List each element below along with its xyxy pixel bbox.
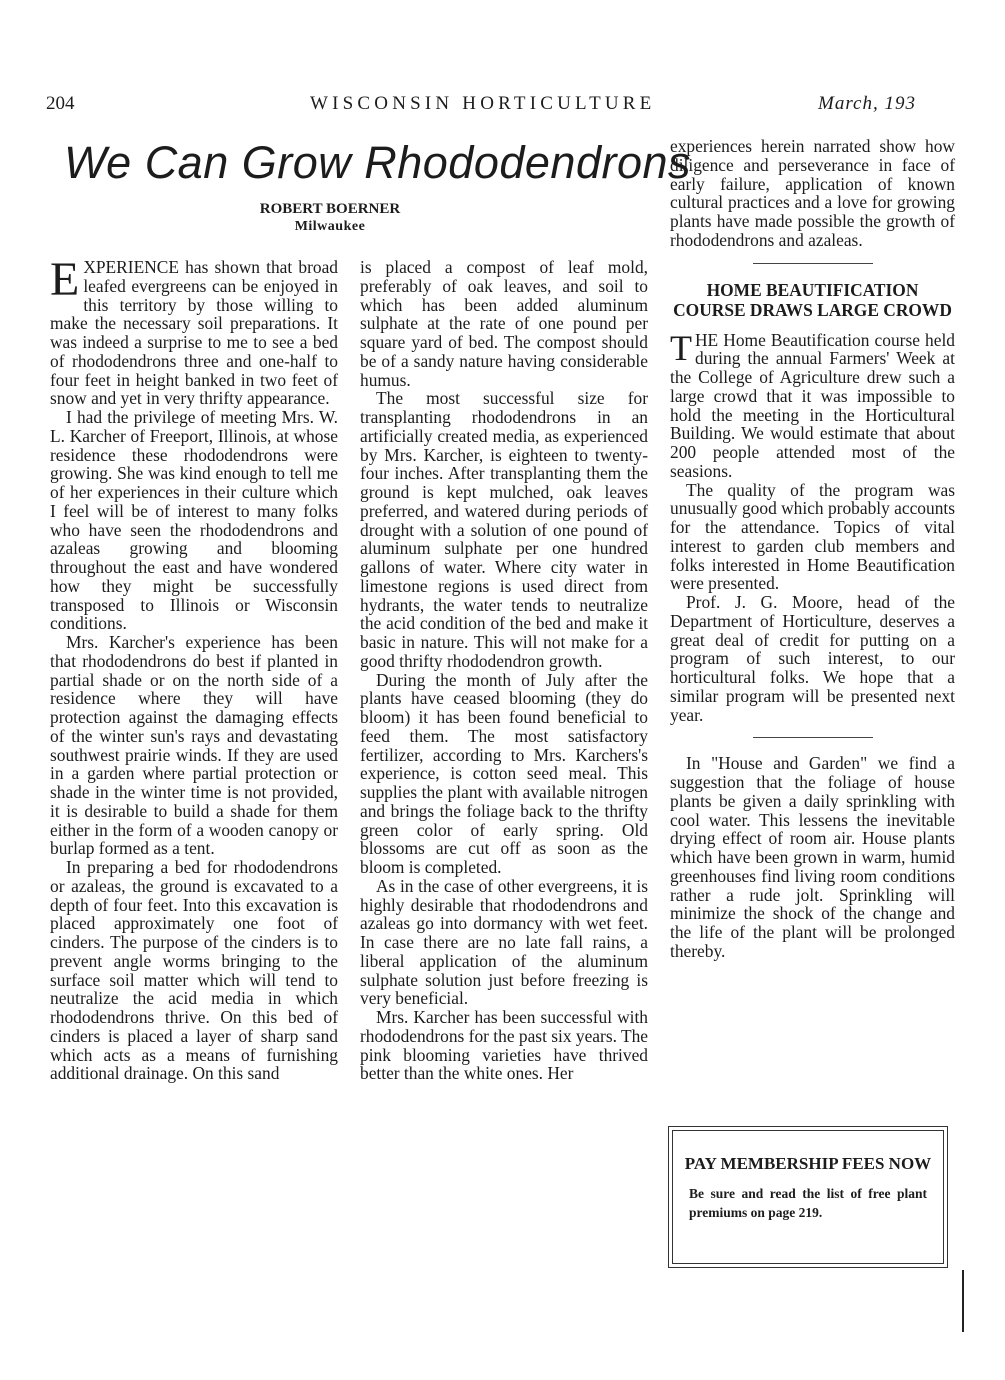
article-paragraph: Mrs. Karcher's experience has been that rhododendrons do best if planted in partial shade or on the north side of a residence where they will have protection against the damaging effects of the winter sun's rays and devastating southwest prairie winds. If they are used in a garden where partial protection or shade in the winter time is not provided, it is desirable to build a shade for them either in the form of a wooden canopy or burlap formed as a tent. — [50, 632, 338, 859]
drop-cap: T — [670, 327, 692, 368]
membership-notice-box — [672, 1130, 944, 1264]
author-location: Milwaukee — [294, 219, 366, 234]
article-title: We Can Grow Rhododendrons — [64, 137, 692, 188]
article-paragraph: I had the privilege of meeting Mrs. W. L. Karcher of Freeport, Illinois, at whose residence these rhododendrons were growing. She was kind enough to tell me of her experiences in their culture which I feel will be of interest to many folks who have seen the rhododendrons and azaleas growing and blooming throughout the east and have wondered how they might be successfully transposed to Illinois or Wisconsin conditions. — [50, 407, 338, 634]
drop-cap: E — [50, 253, 80, 306]
article-paragraph: EXPERIENCE has shown that broad leafed evergreens can be enjoyed in this territory by those willing to make the necessary soil preparations. It was indeed a surprise to me to see a bed of rhododendrons three and one-half to four feet in height banked in two feet of snow and yet in very thrifty appearance. — [50, 253, 338, 409]
article-paragraph: As in the case of other evergreens, it is highly desirable that rhododendrons and azaleas go into dormancy with wet feet. In case there are no late fall rains, a liberal application of the aluminum sulphate solution just before freezing is very beneficial. — [360, 875, 648, 1009]
article-paragraph: The most successful size for transplanting rhododendrons in an artificially created media, as experienced by Mrs. Karcher, is eighteen to twenty-four inches. After transplanting them the ground is kept mulched, oak leaves preferred, and watered during periods of drought with a solution of one pound of aluminum sulphate per one hundred gallons of water. Where city water in limestone regions is used direct from hydrants, the water tends to neutralize the acid condition of the bed and make it basic in nature. This will not make for a good thrifty rhododendron growth. — [360, 388, 648, 671]
page-edge-rule — [962, 1270, 964, 1332]
news-paragraph: The quality of the program was unusually good which probably accounts for the attendance. Topics of vital interest to garden club members and folks interested in Home Beautification were presented. — [670, 479, 955, 594]
article-author: ROBERT BOERNER — [259, 201, 401, 217]
magazine-title: WISCONSIN HORTICULTURE — [310, 93, 656, 114]
news-headline: HOME BEAUTIFICATION COURSE DRAWS LARGE CROWD — [673, 279, 952, 320]
section-divider — [753, 737, 873, 738]
article-column-3 — [670, 137, 955, 961]
article-paragraph: During the month of July after the plants have ceased blooming (they do bloom) it has been found beneficial to feed them. The most satisfactory fertilizer, according to Mrs. Karchers's experience, is cotton seed meal. This supplies the plant with available nitrogen and brings the foliage back to the thrifty green color of early spring. Old blossoms are cut off as soon as the bloom is completed. — [360, 669, 648, 877]
article-paragraph: experiences herein narrated show how diligence and perseverance in face of early failure, application of known cultural practices and a love for growing plants have made possible the growth of rhododendrons and azaleas. — [670, 136, 955, 250]
page-number: 204 — [46, 93, 75, 114]
notice-body: Be sure and read the list of free plant premiums on page 219. — [689, 1186, 927, 1220]
issue-date: March, 193 — [818, 93, 916, 114]
note-paragraph: In "House and Garden" we find a suggestion that the foliage of house plants be given a daily sprinkling with cool water. This lessens the inevitable drying effect of room air. House plants which have been grown in warm, humid greenhouses find living room conditions rather a rude jolt. Sprinkling will minimize the shock of the change and the life of the plant will be prolonged thereby. — [670, 753, 955, 961]
article-paragraph: is placed a compost of leaf mold, preferably of oak leaves, and soil to which has been added aluminum sulphate at the rate of one pound per square yard of bed. The compost should be of a sandy nature having considerable humus. — [360, 257, 648, 390]
news-paragraph: Prof. J. G. Moore, head of the Department of Horticulture, deserves a great deal of credit for putting on a program of such interest, to our horticultural folks. We hope that a similar program will be presented next year. — [670, 592, 955, 725]
article-paragraph: Mrs. Karcher has been successful with rhododendrons for the past six years. The pink blooming varieties have thrived better than the white ones. Her — [360, 1007, 649, 1084]
section-divider — [753, 263, 873, 264]
article-column-1 — [50, 253, 338, 1084]
article-paragraph: In preparing a bed for rhododendrons or azaleas, the ground is excavated to a depth of four feet. Into this excavation is placed approximately one foot of cinders. The purpose of the cinders is to prevent angle worms bringing to the surface soil matter which will tend to neutralize the acid media in which rhododendrons thrive. On this bed of cinders is placed a layer of sharp sand which acts as a means of furnishing additional drainage. On this sand — [50, 857, 338, 1084]
notice-title: PAY MEMBERSHIP FEES NOW — [684, 1154, 932, 1173]
article-column-2 — [360, 258, 648, 1083]
news-paragraph: THE Home Beautification course held during the annual Farmers' Week at the College of Agriculture drew such a large crowd that it was impossible to hold the meeting in the Horticultural Building. We would estimate that about 200 people attended most of the seasions. — [670, 327, 955, 481]
